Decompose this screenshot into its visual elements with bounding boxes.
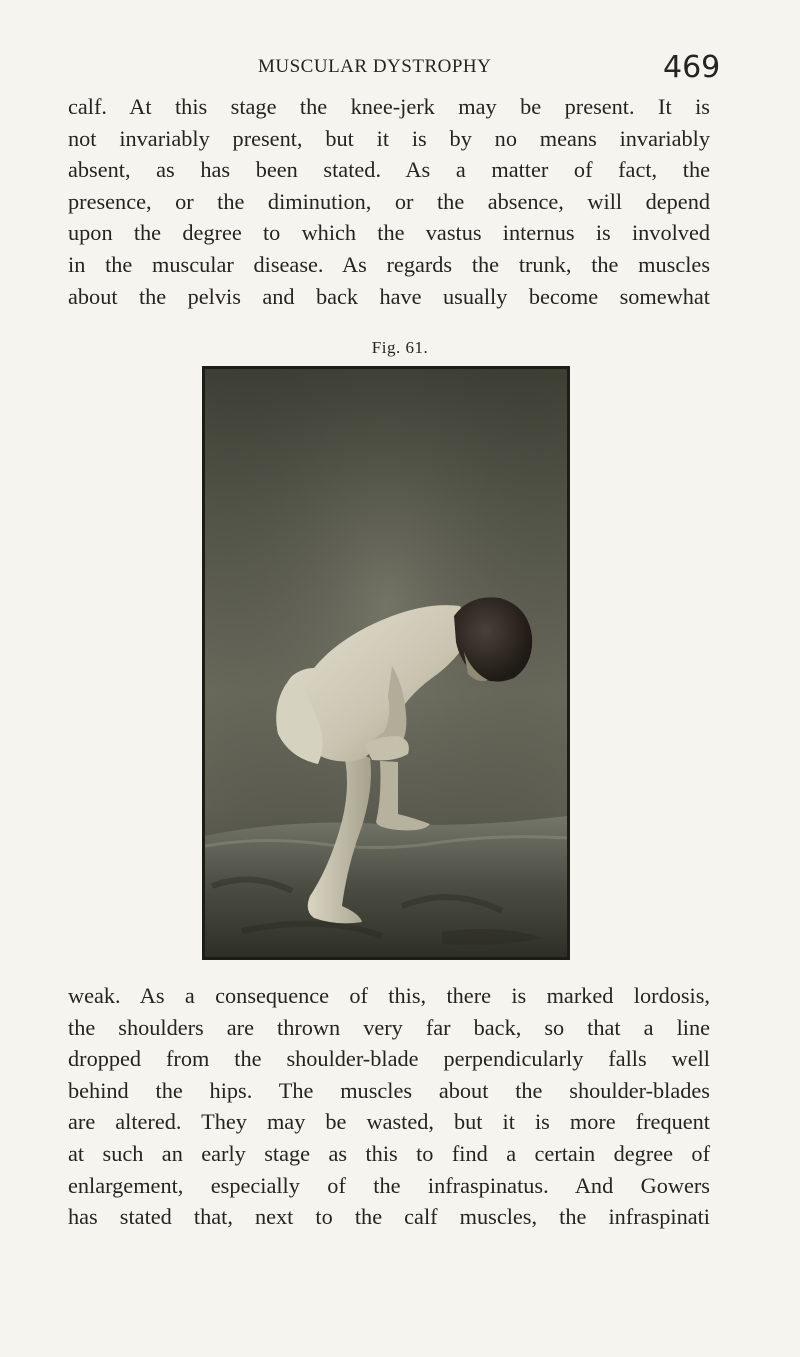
text-line: behind the hips. The muscles about the shoulder-blades bbox=[68, 1077, 710, 1103]
running-title: MUSCULAR DYSTROPHY bbox=[258, 56, 492, 77]
text-line: in the muscular disease. As regards the trunk, the muscles bbox=[68, 251, 710, 277]
figure-caption: Fig. 61. bbox=[371, 338, 429, 357]
text-line: are altered. They may be wasted, but it is more frequent bbox=[68, 1109, 710, 1135]
paragraph-bottom bbox=[68, 980, 710, 1233]
text-line: dropped from the shoulder-blade perpendicularly falls well bbox=[68, 1046, 710, 1072]
text-line: has stated that, next to the calf muscles, the infraspinati bbox=[68, 1204, 710, 1230]
figure-photograph bbox=[202, 366, 570, 960]
running-head bbox=[0, 50, 800, 90]
text-line: calf. At this stage the knee-jerk may be present. It is bbox=[68, 94, 710, 119]
paragraph-top bbox=[68, 91, 710, 312]
page-number: 469 bbox=[663, 50, 721, 85]
text-line: at such an early stage as this to find a certain degree of bbox=[68, 1140, 710, 1166]
text-line: about the pelvis and back have usually become somewhat bbox=[68, 283, 710, 309]
text-line: weak. As a consequence of this, there is marked lordosis, bbox=[68, 983, 710, 1008]
text-line: upon the degree to which the vastus internus is involved bbox=[68, 220, 710, 246]
text-line: not invariably present, but it is by no means invariably bbox=[68, 125, 710, 151]
text-line: the shoulders are thrown very far back, so that a line bbox=[68, 1014, 710, 1040]
photograph-image bbox=[202, 366, 570, 960]
text-line: enlargement, especially of the infraspinatus. And Gowers bbox=[68, 1172, 710, 1198]
text-line: presence, or the diminution, or the absence, will depend bbox=[68, 188, 710, 214]
text-line: absent, as has been stated. As a matter of fact, the bbox=[68, 157, 710, 183]
